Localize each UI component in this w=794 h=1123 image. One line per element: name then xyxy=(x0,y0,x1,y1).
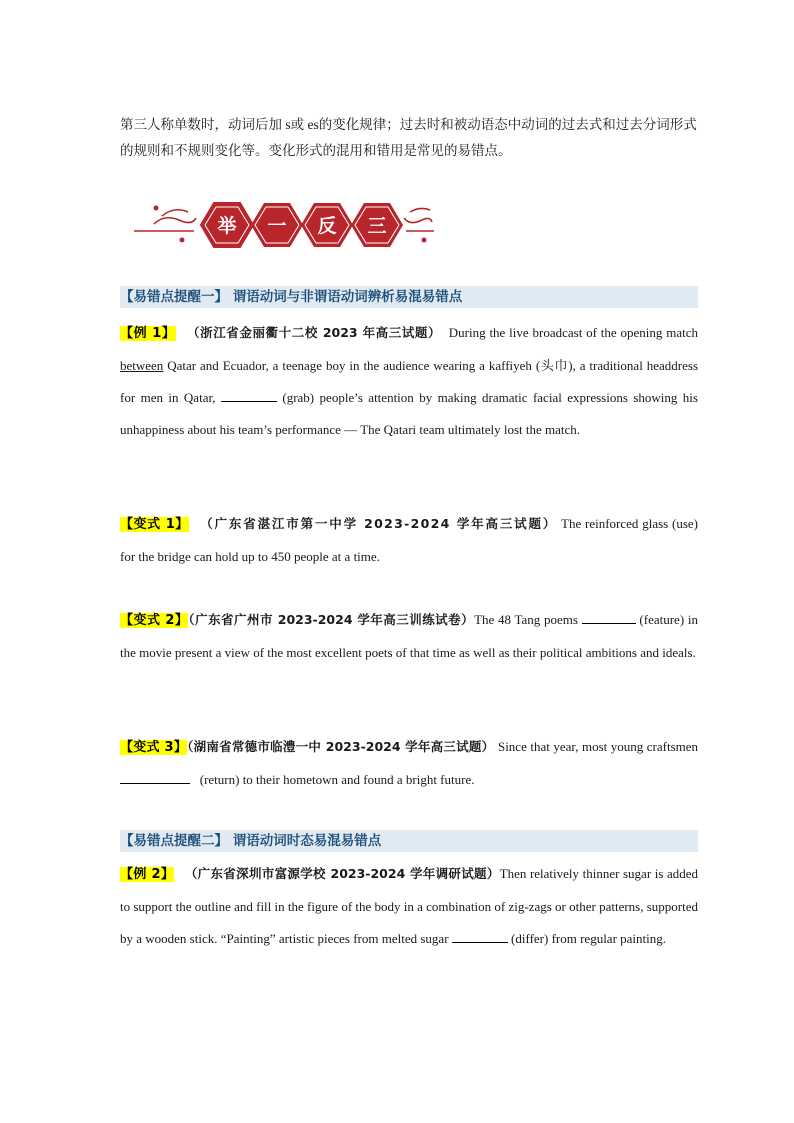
answer-blank[interactable] xyxy=(120,769,190,784)
example-1-text-b: Qatar and Ecuador, a teenage boy in the audience wearing a kaffiyeh (头巾), a traditional headdress for men in Qatar, xyxy=(120,358,698,405)
right-ornament xyxy=(404,208,434,231)
variant-2-text-a: The 48 Tang poems xyxy=(474,612,582,627)
example-2-tag: 【例 2】 xyxy=(120,867,175,882)
variant-1-tag: 【变式 1】 xyxy=(120,517,189,532)
banner-char-1: 举 xyxy=(217,215,237,237)
variant-2-source: （广东省广州市 2023-2024 学年高三训练试卷） xyxy=(188,612,475,627)
example-1-underlined-word: between xyxy=(120,358,164,373)
example-2 xyxy=(120,858,698,955)
variant-3-tag: 【变式 3】 xyxy=(120,740,188,755)
banner-char-2: 一 xyxy=(267,215,287,237)
banner-char-4: 三 xyxy=(367,215,387,237)
banner-char-3: 反 xyxy=(317,215,337,237)
example-1-text-a: During the live broadcast of the opening match xyxy=(448,325,699,340)
example-1-tag: 【例 1】 xyxy=(120,326,176,341)
left-ornament xyxy=(134,210,196,231)
variant-1-text: The reinforced glass (use) for the bridge can hold up to 450 people at a time. xyxy=(120,516,698,564)
left-dot-1 xyxy=(154,206,159,211)
example-2-source: （广东省深圳市富源学校 2023-2024 学年调研试题） xyxy=(184,866,500,881)
example-1 xyxy=(120,317,698,446)
variant-1 xyxy=(120,508,698,573)
variant-3-text-b: (return) to their hometown and found a bright future. xyxy=(196,772,475,787)
banner-graphic xyxy=(134,196,434,254)
section-heading-1: 【易错点提醒一】 谓语动词与非谓语动词辨析易混易错点 xyxy=(120,286,698,308)
answer-blank[interactable] xyxy=(452,928,508,943)
example-2-text-a: Then relatively thinner sugar is added to support the outline and fill in the figure of the body in a combination of zig-zags or other patterns, supported by a wooden stick. “Painting” artistic pieces from melted sugar xyxy=(120,866,698,946)
intro-paragraph: 第三人称单数时，动词后加 s或 es的变化规律；过去时和被动语态中动词的过去式和过去分词形式的规则和不规则变化等。变化形式的混用和错用是常见的易错点。 xyxy=(120,117,697,158)
variant-2-tag: 【变式 2】 xyxy=(120,613,189,628)
example-2-text-b: (differ) from regular painting. xyxy=(507,931,667,946)
example-1-source: （浙江省金丽衢十二校 2023 年高三试题） xyxy=(187,325,442,340)
variant-2-text-b: (feature) in the movie present a view of the most excellent poets of that time as well as their political ambitions and ideals. xyxy=(120,612,698,660)
section-heading-2: 【易错点提醒二】 谓语动词时态易混易错点 xyxy=(120,830,698,852)
variant-1-source: （广东省湛江市第一中学 2023-2024 学年高三试题） xyxy=(200,516,558,531)
variant-3 xyxy=(120,731,698,796)
example-1-text-c: (grab) people’s attention by making dramatic facial expressions showing his unhappiness about his team’s performance — The Qatari team ultimately lost the match. xyxy=(120,390,698,437)
variant-3-source: （湖南省常德市临澧一中 2023-2024 学年高三试题） xyxy=(187,739,495,754)
right-dot-1 xyxy=(422,238,427,243)
left-dot-2 xyxy=(180,238,185,243)
variant-2 xyxy=(120,604,698,669)
variant-3-text-a: Since that year, most young craftsmen xyxy=(497,739,699,754)
answer-blank[interactable] xyxy=(221,387,277,402)
answer-blank[interactable] xyxy=(582,609,636,624)
